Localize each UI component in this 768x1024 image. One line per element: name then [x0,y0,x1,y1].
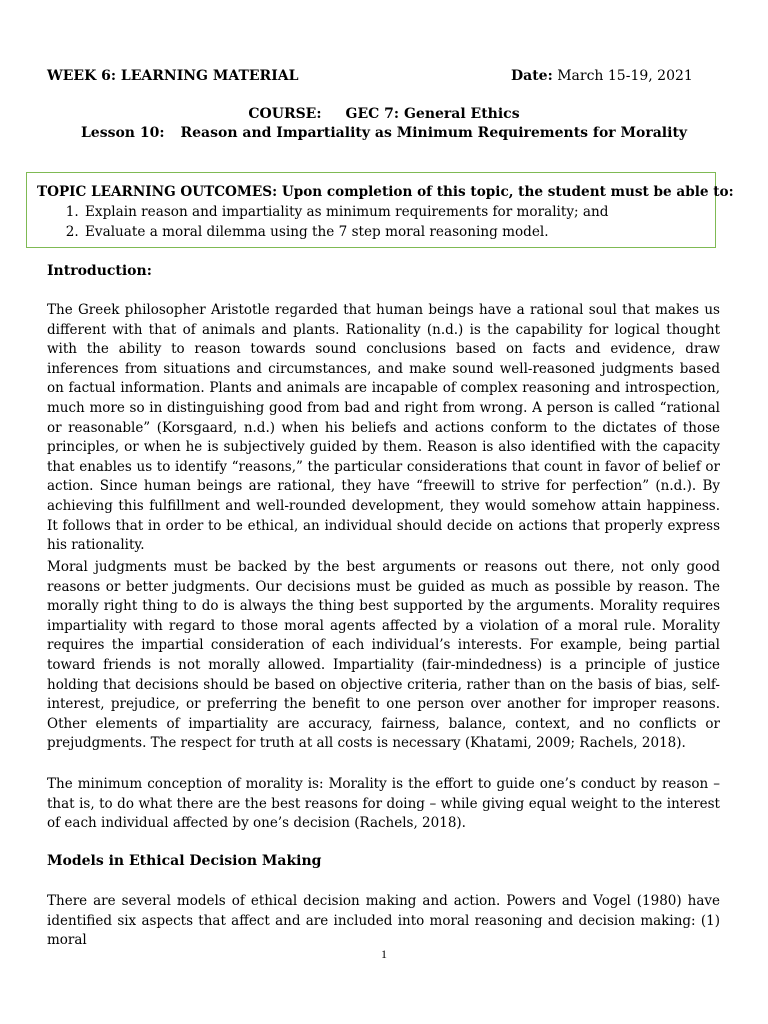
learning-outcome-item: 2. Evaluate a moral dilemma using the 7 step moral reasoning model. [83,222,705,242]
lesson-title: Reason and Impartiality as Minimum Requirements for Morality [180,125,688,141]
learning-outcomes-box [26,172,734,248]
models-paragraph: There are several models of ethical decision making and action. Powers and Vogel (1980) have identified six aspects that affect and are included into moral reasoning and decision making: (1) moral [47,893,720,949]
introduction-paragraph-1: The Greek philosopher Aristotle regarded that human beings have a rational soul that makes us different with that of animals and plants. Rationality (n.d.) is the capability for logical thought with the ability to reason towards sound conclusions based on facts and evidence, draw inferences from situations and circumstances, and make sound well-reasoned judgments based on factual information. Plants and animals are incapable of complex reasoning and introspection, much more so in distinguishing good from bad and right from wrong. A person is called “rational or reasonable” (Korsgaard, n.d.) when his beliefs and actions conform to the dictates of those principles, or when he is subjectively guided by them. Reason is also identified with the capacity that enables us to identify “reasons,” the particular considerations that count in favor of belief or action. Since human beings are rational, they have “freewill to strive for perfection” (n.d.). By achieving this fulfillment and well-rounded development, they would somehow attain happiness. It follows that in order to be ethical, an individual should decide on actions that properly express his rationality. [47,302,720,554]
models-heading: Models in Ethical Decision Making [47,853,322,869]
learning-outcomes-title: TOPIC LEARNING OUTCOMES: Upon completion of this topic, the student must be able to: [37,184,734,200]
introduction-paragraph-3: The minimum conception of morality is: Morality is the effort to guide one’s conduct by reason – that is, to do what there are the best reasons for doing – while giving equal weight to the interest of each individual affected by one’s decision (Rachels, 2018). [47,776,720,832]
lesson-label: Lesson 10: [80,125,165,141]
learning-outcomes-list [37,202,705,242]
date-label: Date: [511,68,553,84]
introduction-paragraph-2: Moral judgments must be backed by the best arguments or reasons out there, not only good reasons or better judgments. Our decisions must be guided as much as possible by reason. The morally right thing to do is always the thing best supported by the arguments. Morality requires impartiality with regard to those moral agents affected by a violation of a moral rule. Morality requires the impartial consideration of each individual’s interests. For example, being partial toward friends is not morally allowed. Impartiality (fair-mindedness) is a principle of justice holding that decisions should be based on objective criteria, rather than on the basis of bias, self-interest, prejudice, or preferring the benefit to one person over another for improper reasons. Other elements of impartiality are accuracy, fairness, balance, context, and no conflicts or prejudgments. The respect for truth at all costs is necessary (Khatami, 2009; Rachels, 2018). [47,559,720,752]
introduction-heading: Introduction: [47,263,152,279]
course-line [0,106,768,122]
date-value: March 15-19, 2021 [552,68,693,84]
document-title: WEEK 6: LEARNING MATERIAL [47,68,299,84]
page-number: 1 [381,947,387,961]
course-value: GEC 7: General Ethics [345,106,520,122]
learning-outcome-item: 1. Explain reason and impartiality as minimum requirements for morality; and [83,202,705,222]
lesson-line [0,125,768,141]
document-date [511,68,693,84]
course-label: COURSE: [248,106,322,122]
